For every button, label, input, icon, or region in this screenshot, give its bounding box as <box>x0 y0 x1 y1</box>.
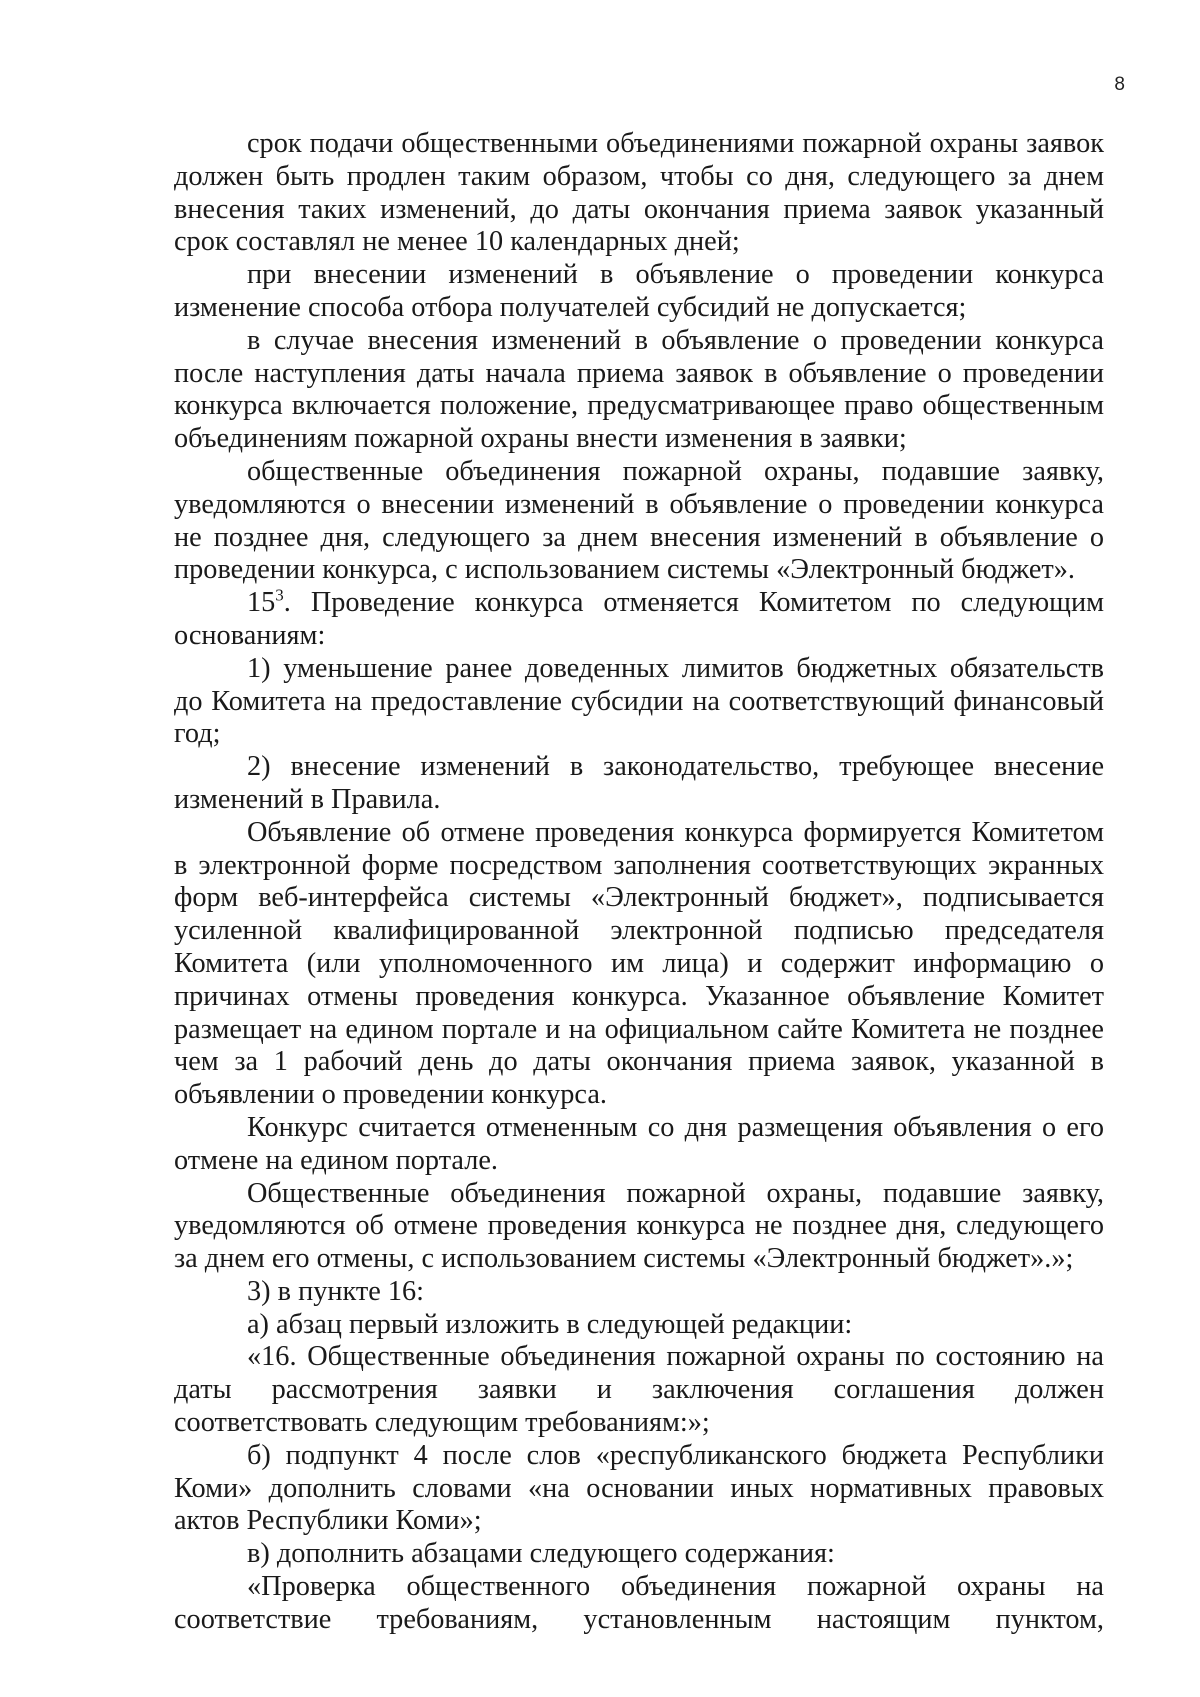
paragraph-clause-16: «16. Общественные объединения пожарной охраны по состоянию на даты рассмотрения заявки и заключения соглашения должен соответствовать следующим требованиям:»; <box>174 1341 1104 1439</box>
paragraph-notification-changes: общественные объединения пожарной охраны, подавшие заявку, уведомляются о внесении изменений в объявление о проведении конкурса не позднее дня, следующего за днем внесения изменений в объявление о проведении конкурса, с использованием системы «Электронный бюджет». <box>174 455 1104 586</box>
paragraph-ground-1: 1) уменьшение ранее доведенных лимитов бюджетных обязательств до Комитета на предоставление субсидии на соответствующий финансовый год; <box>174 652 1104 750</box>
paragraph-clause-15-3 <box>174 587 1104 653</box>
clause-number: 15 <box>247 587 276 619</box>
clause-superscript: 3 <box>275 585 284 605</box>
paragraph-changes-after-start: в случае внесения изменений в объявление о проведении конкурса после наступления даты начала приема заявок в объявление о проведении конкурса включается положение, предусматривающее право общественным объединениям пожарной охраны внести изменения в заявки; <box>174 324 1104 455</box>
paragraph-item-a: а) абзац первый изложить в следующей редакции: <box>247 1308 853 1340</box>
paragraph-ground-2: 2) внесение изменений в законодательство, требующее внесение изменений в Правила. <box>174 751 1104 815</box>
paragraph-item-b: б) подпункт 4 после слов «республиканского бюджета Республики Коми» дополнить словами «на основании иных нормативных правовых актов Республики Коми»; <box>174 1439 1104 1537</box>
paragraph-item-3: 3) в пункте 16: <box>247 1275 425 1307</box>
paragraph-cancellation-notice: Объявление об отмене проведения конкурса формируется Комитетом в электронной форме посредством заполнения соответствующих экранных форм веб-интерфейса системы «Электронный бюджет», подписывается усиленной квалифицированной электронной подписью председателя Комитета (или уполномоченного им лица) и содержит информацию о причинах отмены проведения конкурса. Указанное объявление Комитет размещает на едином портале и на официальном сайте Комитета не позднее чем за 1 рабочий день до даты окончания приема заявок, указанной в объявлении о проведении конкурса. <box>174 816 1104 1111</box>
paragraph-application-deadline: срок подачи общественными объединениями пожарной охраны заявок должен быть продлен таким образом, чтобы со дня, следующего за днем внесения таких изменений, до даты окончания приема заявок указанный срок составлял не менее 10 календарных дней; <box>174 128 1104 258</box>
paragraph-notification-cancellation: Общественные объединения пожарной охраны, подавшие заявку, уведомляются об отмене проведения конкурса не позднее дня, следующего за днем его отмены, с использованием системы «Электронный бюджет».»; <box>174 1177 1104 1275</box>
paragraph-item-v: в) дополнить абзацами следующего содержания: <box>247 1538 835 1570</box>
paragraph-selection-method: при внесении изменений в объявление о проведении конкурса изменение способа отбора получателей субсидий не допускается; <box>174 259 1104 323</box>
page-number: 8 <box>1114 74 1125 95</box>
document-body <box>174 128 1104 1637</box>
paragraph-verification: «Проверка общественного объединения пожарной охраны на соответствие требованиям, установленным настоящим пунктом, <box>174 1571 1104 1635</box>
clause-text: . Проведение конкурса отменяется Комитетом по следующим основаниям: <box>174 587 1104 651</box>
paragraph-contest-cancelled: Конкурс считается отмененным со дня размещения объявления о его отмене на едином портале. <box>174 1111 1104 1176</box>
